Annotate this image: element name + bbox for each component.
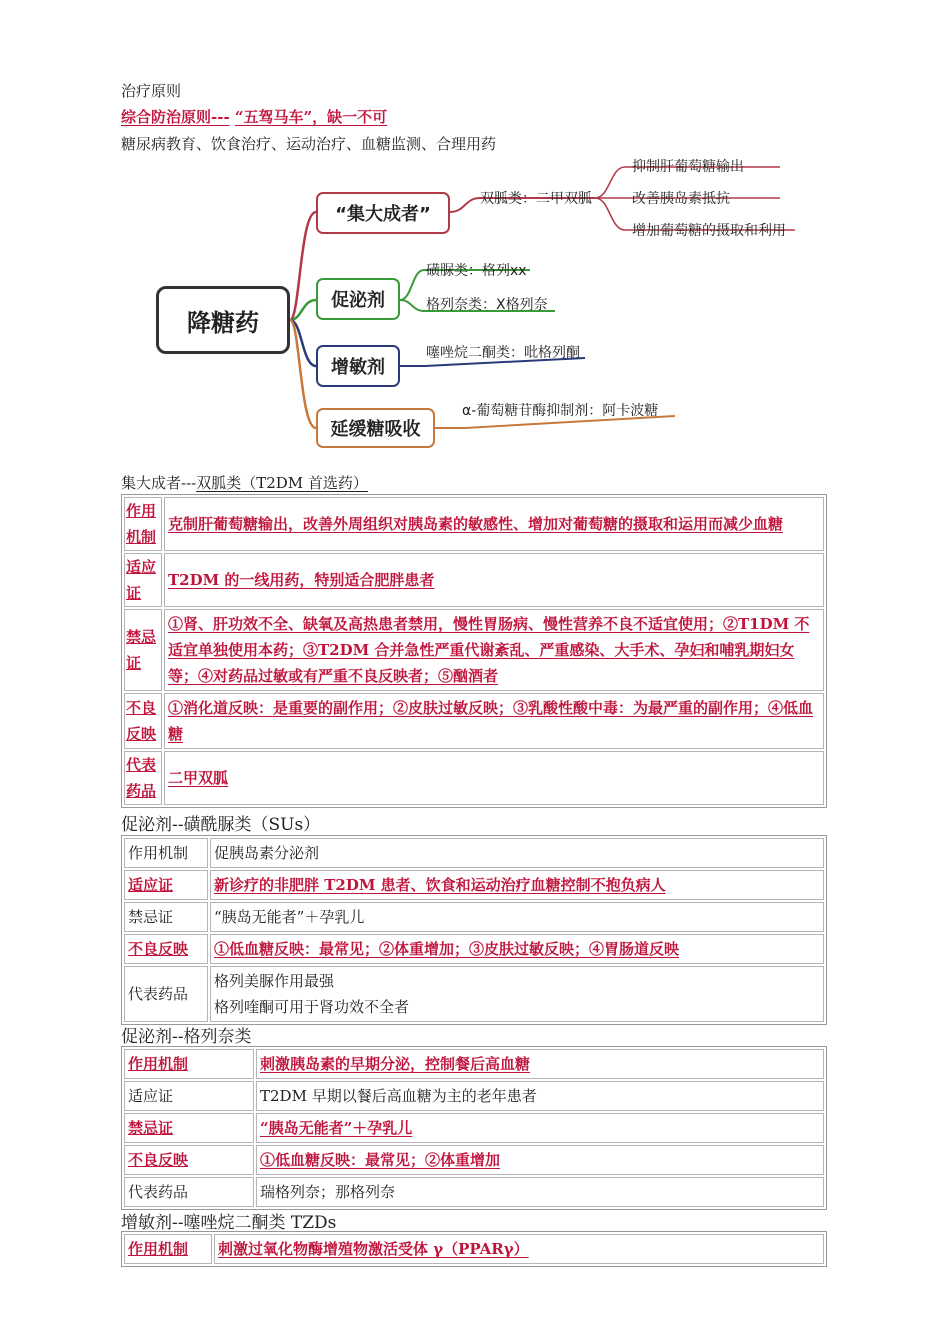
- row-value: ①消化道反映：是重要的副作用；②皮肤过敏反映；③乳酸性酸中毒：为最严重的副作用；④低血糖: [164, 693, 824, 749]
- section-sus-title: 促泌剂--磺酰脲类（SUs）: [121, 815, 321, 835]
- principle-label: 综合防治原则---: [121, 108, 230, 126]
- row-value: 刺激过氧化物酶增殖物激活受体 γ（PPARγ）: [214, 1234, 824, 1264]
- principle-quote: “五驾马车”，缺一不可: [234, 108, 388, 126]
- table-tzd: [121, 1231, 827, 1267]
- row-key: 代表药品: [124, 1177, 254, 1207]
- row-key: 不良反映: [124, 693, 162, 749]
- row-value: ①低血糖反映：最常见；②体重增加: [256, 1145, 824, 1175]
- row-value: T2DM 早期以餐后高血糖为主的老年患者: [256, 1081, 824, 1111]
- table-row: [124, 870, 824, 900]
- table-row: [124, 1177, 824, 1207]
- table-biguanide: [121, 494, 827, 808]
- row-key: 禁忌证: [124, 609, 162, 691]
- row-key: 代表药品: [124, 966, 208, 1022]
- mindmap-glinide: 格列奈类：X格列奈: [426, 297, 548, 313]
- table-row: [124, 838, 824, 868]
- row-key: 不良反映: [124, 1145, 254, 1175]
- heading-treatment-principle: 治疗原则: [121, 82, 182, 100]
- five-items-line: 糖尿病教育、饮食治疗、运动治疗、血糖监测、合理用药: [121, 135, 497, 153]
- mindmap-image: [150, 150, 810, 455]
- mindmap-tzd: 噻唑烷二酮类：吡格列酮: [426, 345, 580, 361]
- mindmap-agi: α-葡萄糖苷酶抑制剂：阿卡波糖: [462, 403, 659, 419]
- row-value: 瑞格列奈；那格列奈: [256, 1177, 824, 1207]
- row-key: 不良反映: [124, 934, 208, 964]
- table-row: [124, 609, 824, 691]
- table-sulfonylurea: [121, 835, 827, 1025]
- table-row: [124, 1049, 824, 1079]
- table-row: [124, 934, 824, 964]
- row-key: 禁忌证: [124, 1113, 254, 1143]
- table-row: [124, 902, 824, 932]
- table-row: [124, 553, 824, 607]
- row-value: 格列美脲作用最强 格列喹酮可用于肾功效不全者: [210, 966, 824, 1022]
- mindmap-branch-sensitizer: 增敏剂: [316, 345, 400, 387]
- table-row: [124, 1081, 824, 1111]
- row-value: “胰岛无能者”＋孕乳儿: [256, 1113, 824, 1143]
- row-value: 促胰岛素分泌剂: [210, 838, 824, 868]
- table-row: [124, 1113, 824, 1143]
- mindmap-branch-biguanide: “集大成者”: [316, 192, 450, 234]
- row-value: ①肾、肝功效不全、缺氧及高热患者禁用，慢性胃肠病、慢性营养不良不适宜使用；②T1DM 不适宜单独使用本药；③T2DM 合并急性严重代谢紊乱、严重感染、大手术、孕妇和哺乳期妇女等；④对药品过敏或有严重不良反映者；⑤酗酒者: [164, 609, 824, 691]
- row-value: T2DM 的一线用药，特别适合肥胖患者: [164, 553, 824, 607]
- section-tzd-title: 增敏剂--噻唑烷二酮类 TZDs: [121, 1213, 337, 1233]
- row-value: 克制肝葡萄糖输出，改善外周组织对胰岛素的敏感性、增加对葡萄糖的摄取和运用而减少血糖: [164, 497, 824, 551]
- principle-line: [121, 106, 387, 127]
- row-value: 二甲双胍: [164, 751, 824, 805]
- table-glinide: [121, 1046, 827, 1210]
- table-row: [124, 1234, 824, 1264]
- mindmap-sulfonylurea: 磺脲类：格列xx: [426, 263, 527, 279]
- mindmap-branch-secretagogue: 促泌剂: [316, 278, 400, 320]
- table-row: [124, 497, 824, 551]
- row-key: 作用机制: [124, 838, 208, 868]
- section-biguanide-name: 双胍类（T2DM 首选药）: [196, 474, 368, 492]
- row-key: 作用机制: [124, 497, 162, 551]
- row-key: 禁忌证: [124, 902, 208, 932]
- row-key: 作用机制: [124, 1049, 254, 1079]
- mindmap-branch-absorption: 延缓糖吸收: [316, 408, 435, 448]
- row-key: 适应证: [124, 870, 208, 900]
- row-value: 刺激胰岛素的早期分泌，控制餐后高血糖: [256, 1049, 824, 1079]
- row-key: 代表药品: [124, 751, 162, 805]
- table-row: [124, 1145, 824, 1175]
- mindmap-root-node: 降糖药: [156, 286, 290, 354]
- mindmap-leaf-1: 抑制肝葡萄糖输出: [632, 159, 744, 175]
- table-row: [124, 966, 824, 1022]
- row-value: ①低血糖反映：最常见；②体重增加；③皮肤过敏反映；④胃肠道反映: [210, 934, 824, 964]
- section-glinide-title: 促泌剂--格列奈类: [121, 1027, 252, 1047]
- section-biguanide-title: [121, 472, 368, 493]
- row-key: 适应证: [124, 1081, 254, 1111]
- row-key: 适应证: [124, 553, 162, 607]
- table-row: [124, 751, 824, 805]
- row-value: 新诊疗的非肥胖 T2DM 患者、饮食和运动治疗血糖控制不抱负病人: [210, 870, 824, 900]
- table-row: [124, 693, 824, 749]
- row-value: “胰岛无能者”＋孕乳儿: [210, 902, 824, 932]
- mindmap-leaf-2: 改善胰岛素抵抗: [632, 191, 730, 207]
- section-biguanide-prefix: 集大成者---: [121, 474, 197, 492]
- mindmap-biguanide-sub: 双胍类：二甲双胍: [480, 191, 592, 207]
- mindmap-leaf-3: 增加葡萄糖的摄取和利用: [632, 223, 786, 239]
- row-key: 作用机制: [124, 1234, 212, 1264]
